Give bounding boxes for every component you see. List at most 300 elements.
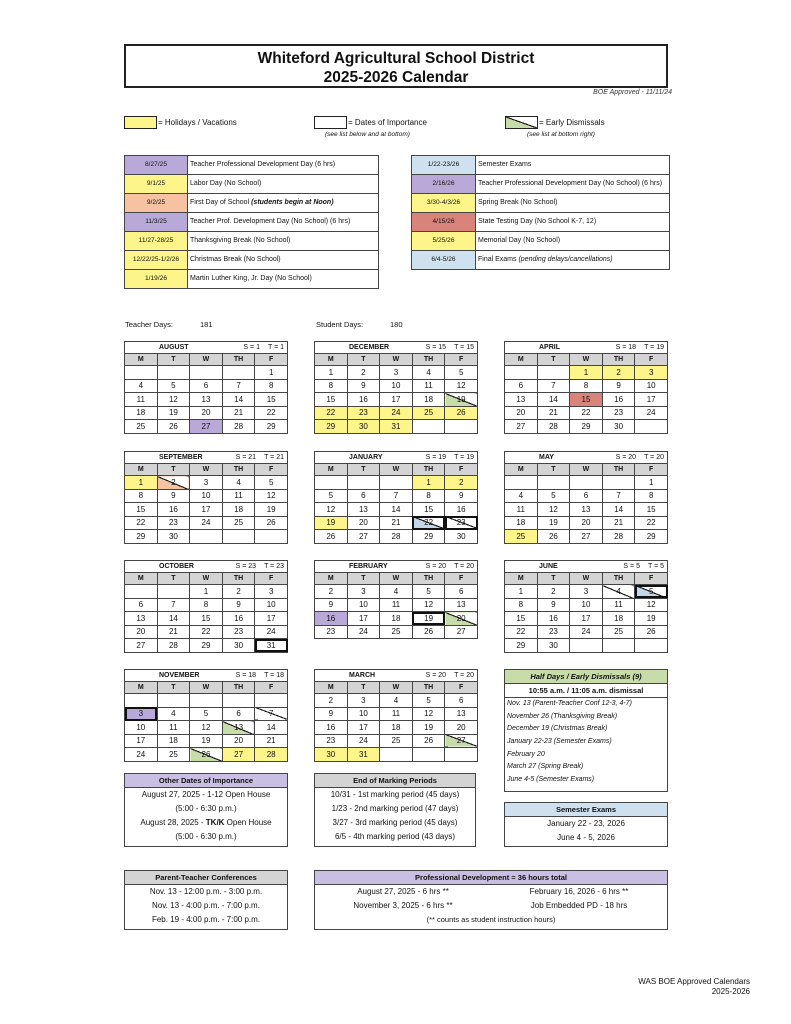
day-cell (125, 694, 158, 708)
month-counts: S = 23 T = 23 (235, 563, 284, 570)
weekday-header: F (635, 354, 668, 366)
day-cell: 5 (635, 585, 668, 599)
day-cell (255, 530, 288, 544)
weekday-header: TH (222, 573, 255, 585)
key-row (125, 175, 379, 194)
day-cell: 10 (347, 707, 380, 721)
weekday-header: T (347, 682, 380, 694)
key-text: First Day of School (students begin at Noon) (188, 194, 379, 213)
day-cell: 6 (125, 598, 158, 612)
day-cell (412, 748, 445, 762)
month-name: JANUARY (349, 454, 383, 461)
key-row (125, 251, 379, 270)
month-counts: S = 20 T = 20 (425, 563, 474, 570)
weekday-header: W (570, 573, 603, 585)
day-cell: 28 (602, 530, 635, 544)
key-text: Teacher Professional Development Day (No School) (6 hrs) (476, 175, 670, 194)
marking-line: 3/27 - 3rd marking period (45 days) (332, 818, 458, 827)
day-cell: 10 (347, 598, 380, 612)
key-date: 9/2/25 (125, 194, 188, 213)
day-cell: 23 (347, 406, 380, 420)
weekday-header: M (505, 464, 538, 476)
day-cell: 20 (125, 625, 158, 639)
day-cell: 25 (412, 406, 445, 420)
day-cell (537, 366, 570, 380)
day-cell: 23 (445, 516, 478, 530)
day-cell: 29 (635, 530, 668, 544)
month-header (314, 341, 478, 353)
day-cell: 30 (222, 639, 255, 653)
half-days-sub: 10:55 a.m. / 11:05 a.m. dismissal (505, 684, 667, 698)
day-cell: 18 (412, 393, 445, 407)
day-cell: 8 (635, 489, 668, 503)
month-name: AUGUST (159, 344, 189, 351)
month-counts: S = 18 T = 19 (615, 344, 664, 351)
day-cell: 8 (570, 379, 603, 393)
legend-importance: = Dates of Importance (348, 118, 427, 127)
day-cell (347, 476, 380, 490)
day-cell: 26 (157, 420, 190, 434)
day-cell: 27 (347, 530, 380, 544)
month-april (504, 341, 668, 434)
month-october (124, 560, 288, 653)
weekday-header: W (190, 682, 223, 694)
weekday-header: F (445, 464, 478, 476)
pd-hours-title: Professional Development = 36 hours total (315, 871, 667, 885)
day-cell: 1 (190, 585, 223, 599)
weekday-header: F (635, 573, 668, 585)
day-cell: 28 (537, 420, 570, 434)
day-cell: 28 (157, 639, 190, 653)
day-cell: 2 (537, 585, 570, 599)
day-cell: 15 (570, 393, 603, 407)
student-days-value: 180 (390, 320, 403, 329)
day-cell: 20 (445, 721, 478, 735)
key-date: 1/22-23/26 (412, 156, 476, 175)
day-cell: 15 (635, 503, 668, 517)
day-cell: 4 (380, 694, 413, 708)
month-header (124, 451, 288, 463)
day-cell: 17 (347, 721, 380, 735)
day-cell: 12 (157, 393, 190, 407)
key-row (412, 194, 670, 213)
day-cell: 1 (412, 476, 445, 490)
month-header (504, 451, 668, 463)
weekday-header: M (315, 682, 348, 694)
weekday-header: T (347, 464, 380, 476)
day-cell: 10 (635, 379, 668, 393)
day-cell: 3 (255, 585, 288, 599)
day-cell: 21 (602, 516, 635, 530)
weekday-header: W (380, 464, 413, 476)
day-cell: 15 (315, 393, 348, 407)
day-cell: 5 (445, 366, 478, 380)
key-row (125, 232, 379, 251)
semester-exams-title: Semester Exams (505, 803, 667, 817)
day-cell: 17 (347, 612, 380, 626)
day-cell: 8 (412, 489, 445, 503)
day-cell: 30 (537, 639, 570, 653)
key-date: 9/1/25 (125, 175, 188, 194)
key-date: 1/19/26 (125, 270, 188, 289)
pd-hours-line: February 16, 2026 - 6 hrs ** (529, 887, 629, 896)
day-cell: 23 (602, 406, 635, 420)
day-cell: 3 (380, 366, 413, 380)
day-cell: 15 (190, 612, 223, 626)
day-cell: 13 (190, 393, 223, 407)
pd-hours-line: August 27, 2025 - 6 hrs ** (357, 887, 449, 896)
key-text: Final Exams (pending delays/cancellations) (476, 251, 670, 270)
day-cell: 9 (445, 489, 478, 503)
day-cell: 27 (445, 625, 478, 639)
day-cell: 23 (315, 734, 348, 748)
month-header (314, 560, 478, 572)
day-cell: 24 (190, 516, 223, 530)
day-cell (222, 530, 255, 544)
day-cell: 30 (602, 420, 635, 434)
day-cell: 1 (505, 585, 538, 599)
ptc-box (124, 870, 288, 930)
legend-importance-sub: (see list below and at bottom) (325, 131, 410, 138)
weekday-header: M (125, 354, 158, 366)
month-name: MAY (539, 454, 554, 461)
day-cell (570, 476, 603, 490)
month-grid (504, 353, 668, 434)
legend-early-sub: (see list at bottom right) (527, 131, 595, 138)
month-name: OCTOBER (159, 563, 194, 570)
key-text: Teacher Prof. Development Day (No School) (6 hrs) (188, 213, 379, 232)
day-cell: 11 (412, 379, 445, 393)
day-cell: 2 (315, 585, 348, 599)
day-cell: 30 (347, 420, 380, 434)
weekday-header: TH (412, 464, 445, 476)
month-grid (504, 463, 668, 544)
other-dates-line: August 27, 2025 - 1-12 Open House (141, 790, 271, 799)
day-cell: 7 (380, 489, 413, 503)
day-cell (222, 694, 255, 708)
half-day-item: December 19 (Christmas Break) (507, 725, 608, 733)
weekday-header: M (315, 573, 348, 585)
key-row (412, 251, 670, 270)
marking-line: 6/5 - 4th marking period (43 days) (334, 832, 456, 841)
day-cell: 29 (315, 420, 348, 434)
weekday-header: F (255, 354, 288, 366)
day-cell: 26 (537, 530, 570, 544)
weekday-header: T (157, 354, 190, 366)
day-cell (190, 694, 223, 708)
day-cell: 27 (222, 748, 255, 762)
day-cell: 2 (602, 366, 635, 380)
key-date: 12/22/25-1/2/26 (125, 251, 188, 270)
day-cell: 16 (315, 612, 348, 626)
month-grid (314, 463, 478, 544)
month-header (124, 341, 288, 353)
month-counts: S = 20 T = 20 (615, 454, 664, 461)
day-cell: 21 (537, 406, 570, 420)
month-counts: S = 21 T = 21 (235, 454, 284, 461)
day-cell: 24 (255, 625, 288, 639)
month-name: FEBRUARY (349, 563, 388, 570)
day-cell (222, 366, 255, 380)
day-cell: 28 (255, 748, 288, 762)
day-cell: 26 (315, 530, 348, 544)
day-cell: 16 (445, 503, 478, 517)
day-cell: 15 (125, 503, 158, 517)
day-cell: 6 (347, 489, 380, 503)
day-cell: 28 (222, 420, 255, 434)
half-day-item: June 4-5 (Semester Exams) (507, 776, 595, 784)
key-date: 11/27-28/25 (125, 232, 188, 251)
day-cell: 1 (255, 366, 288, 380)
weekday-header: T (157, 464, 190, 476)
day-cell: 11 (125, 393, 158, 407)
day-cell: 12 (537, 503, 570, 517)
day-cell: 24 (347, 625, 380, 639)
day-cell: 18 (222, 503, 255, 517)
day-cell: 21 (157, 625, 190, 639)
day-cell (505, 366, 538, 380)
other-dates-line: (5:00 - 6:30 p.m.) (175, 832, 237, 841)
day-cell: 12 (315, 503, 348, 517)
day-cell: 31 (347, 748, 380, 762)
month-september (124, 451, 288, 544)
day-cell: 2 (222, 585, 255, 599)
day-cell: 26 (190, 748, 223, 762)
month-august (124, 341, 288, 434)
weekday-header: T (347, 354, 380, 366)
day-cell: 9 (222, 598, 255, 612)
day-cell: 11 (602, 598, 635, 612)
weekday-header: F (635, 464, 668, 476)
day-cell: 21 (222, 406, 255, 420)
weekday-header: TH (412, 682, 445, 694)
day-cell: 5 (157, 379, 190, 393)
key-date: 6/4-5/26 (412, 251, 476, 270)
day-cell (602, 639, 635, 653)
day-cell: 17 (380, 393, 413, 407)
day-cell: 7 (157, 598, 190, 612)
weekday-header: M (505, 354, 538, 366)
day-cell: 8 (255, 379, 288, 393)
day-cell: 10 (255, 598, 288, 612)
day-cell: 25 (222, 516, 255, 530)
day-cell: 11 (380, 707, 413, 721)
day-cell: 18 (602, 612, 635, 626)
day-cell (412, 420, 445, 434)
day-cell: 11 (222, 489, 255, 503)
day-cell: 16 (315, 721, 348, 735)
key-date: 11/3/25 (125, 213, 188, 232)
day-cell: 20 (347, 516, 380, 530)
day-cell: 3 (570, 585, 603, 599)
pd-hours-left (315, 885, 491, 913)
boe-note: BOE Approved - 11/11/24 (593, 89, 672, 96)
weekday-header: F (255, 573, 288, 585)
weekday-header: F (445, 573, 478, 585)
half-days-title: Half Days / Early Dismissals (9) (505, 670, 667, 684)
day-cell: 29 (505, 639, 538, 653)
weekday-header: TH (602, 464, 635, 476)
day-cell: 26 (445, 406, 478, 420)
weekday-header: W (190, 354, 223, 366)
key-row (412, 213, 670, 232)
day-cell: 1 (570, 366, 603, 380)
day-cell: 12 (190, 721, 223, 735)
month-name: NOVEMBER (159, 672, 200, 679)
day-cell: 22 (570, 406, 603, 420)
day-cell: 26 (412, 734, 445, 748)
day-cell: 18 (380, 721, 413, 735)
day-cell (255, 694, 288, 708)
other-dates-title: Other Dates of Importance (125, 774, 287, 788)
day-cell (445, 748, 478, 762)
day-cell: 23 (157, 516, 190, 530)
day-cell: 7 (222, 379, 255, 393)
day-cell: 9 (315, 707, 348, 721)
key-text: Labor Day (No School) (188, 175, 379, 194)
key-table-right (411, 155, 670, 270)
day-cell: 5 (412, 694, 445, 708)
day-cell: 29 (255, 420, 288, 434)
day-cell (190, 530, 223, 544)
key-row (125, 270, 379, 289)
month-january (314, 451, 478, 544)
day-cell: 2 (157, 476, 190, 490)
day-cell: 31 (255, 639, 288, 653)
ptc-line: Feb. 19 - 4:00 p.m. - 7:00 p.m. (151, 915, 261, 924)
day-cell: 17 (570, 612, 603, 626)
month-name: JUNE (539, 563, 558, 570)
day-cell: 27 (190, 420, 223, 434)
key-text: State Testing Day (No School K-7, 12) (476, 213, 670, 232)
day-cell: 20 (445, 612, 478, 626)
day-cell: 24 (570, 625, 603, 639)
day-cell: 23 (537, 625, 570, 639)
day-cell: 18 (380, 612, 413, 626)
month-counts: S = 20 T = 20 (425, 672, 474, 679)
day-cell (635, 639, 668, 653)
teacher-days-value: 181 (200, 320, 213, 329)
day-cell (125, 585, 158, 599)
day-cell: 26 (635, 625, 668, 639)
weekday-header: T (347, 573, 380, 585)
semester-exams-box (504, 802, 668, 847)
key-table-left (124, 155, 379, 289)
key-row (412, 175, 670, 194)
weekday-header: TH (412, 573, 445, 585)
key-row (125, 156, 379, 175)
legend-early: = Early Dismissals (539, 118, 605, 127)
early-dismissal-swatch (505, 116, 538, 129)
day-cell: 8 (315, 379, 348, 393)
day-cell: 4 (505, 489, 538, 503)
pd-hours-rows (315, 885, 667, 913)
day-cell: 27 (125, 639, 158, 653)
day-cell: 6 (570, 489, 603, 503)
day-cell: 24 (635, 406, 668, 420)
day-cell: 29 (570, 420, 603, 434)
weekday-header: W (380, 354, 413, 366)
day-cell: 5 (537, 489, 570, 503)
day-cell: 15 (255, 393, 288, 407)
other-dates-line: (5:00 - 6:30 p.m.) (175, 804, 237, 813)
weekday-header: W (190, 464, 223, 476)
day-cell: 24 (347, 734, 380, 748)
day-cell: 17 (255, 612, 288, 626)
day-cell: 5 (315, 489, 348, 503)
marking-periods-box (314, 773, 476, 847)
legend-holidays: = Holidays / Vacations (158, 118, 237, 127)
day-cell: 9 (602, 379, 635, 393)
month-counts: S = 1 T = 1 (243, 344, 284, 351)
day-cell: 19 (157, 406, 190, 420)
day-cell: 27 (505, 420, 538, 434)
pd-hours-line: November 3, 2025 - 6 hrs ** (353, 901, 453, 910)
day-cell: 22 (412, 516, 445, 530)
day-cell: 25 (380, 625, 413, 639)
day-cell: 25 (125, 420, 158, 434)
day-cell: 14 (380, 503, 413, 517)
half-day-item: February 20 (507, 750, 545, 758)
ptc-title: Parent-Teacher Conferences (125, 871, 287, 885)
month-header (504, 560, 668, 572)
day-cell: 24 (380, 406, 413, 420)
day-cell: 2 (445, 476, 478, 490)
importance-swatch (314, 116, 347, 129)
day-cell: 9 (537, 598, 570, 612)
day-cell: 7 (537, 379, 570, 393)
weekday-header: F (255, 682, 288, 694)
day-cell: 23 (315, 625, 348, 639)
day-cell: 14 (537, 393, 570, 407)
half-day-item: November 26 (Thanksgiving Break) (507, 712, 618, 720)
day-cell: 25 (157, 748, 190, 762)
day-cell (505, 476, 538, 490)
day-cell: 20 (190, 406, 223, 420)
day-cell: 31 (380, 420, 413, 434)
month-name: SEPTEMBER (159, 454, 203, 461)
weekday-header: T (157, 573, 190, 585)
day-cell: 25 (602, 625, 635, 639)
day-cell: 18 (157, 734, 190, 748)
day-cell: 16 (602, 393, 635, 407)
weekday-header: TH (222, 464, 255, 476)
month-name: APRIL (539, 344, 560, 351)
day-cell: 5 (255, 476, 288, 490)
day-cell: 22 (315, 406, 348, 420)
day-cell: 7 (602, 489, 635, 503)
day-cell: 21 (380, 516, 413, 530)
month-header (314, 451, 478, 463)
key-date: 3/30-4/3/26 (412, 194, 476, 213)
day-cell: 29 (190, 639, 223, 653)
key-text: Christmas Break (No School) (188, 251, 379, 270)
pd-hours-note: (** counts as student instruction hours) (426, 915, 556, 924)
day-cell: 26 (412, 625, 445, 639)
day-cell: 6 (505, 379, 538, 393)
day-cell (125, 366, 158, 380)
day-cell: 19 (412, 612, 445, 626)
day-cell: 22 (505, 625, 538, 639)
day-cell: 6 (190, 379, 223, 393)
day-cell: 3 (190, 476, 223, 490)
day-cell (537, 476, 570, 490)
day-cell: 19 (537, 516, 570, 530)
day-cell (157, 694, 190, 708)
weekday-header: M (315, 354, 348, 366)
day-cell: 22 (125, 516, 158, 530)
month-counts: S = 15 T = 15 (425, 344, 474, 351)
